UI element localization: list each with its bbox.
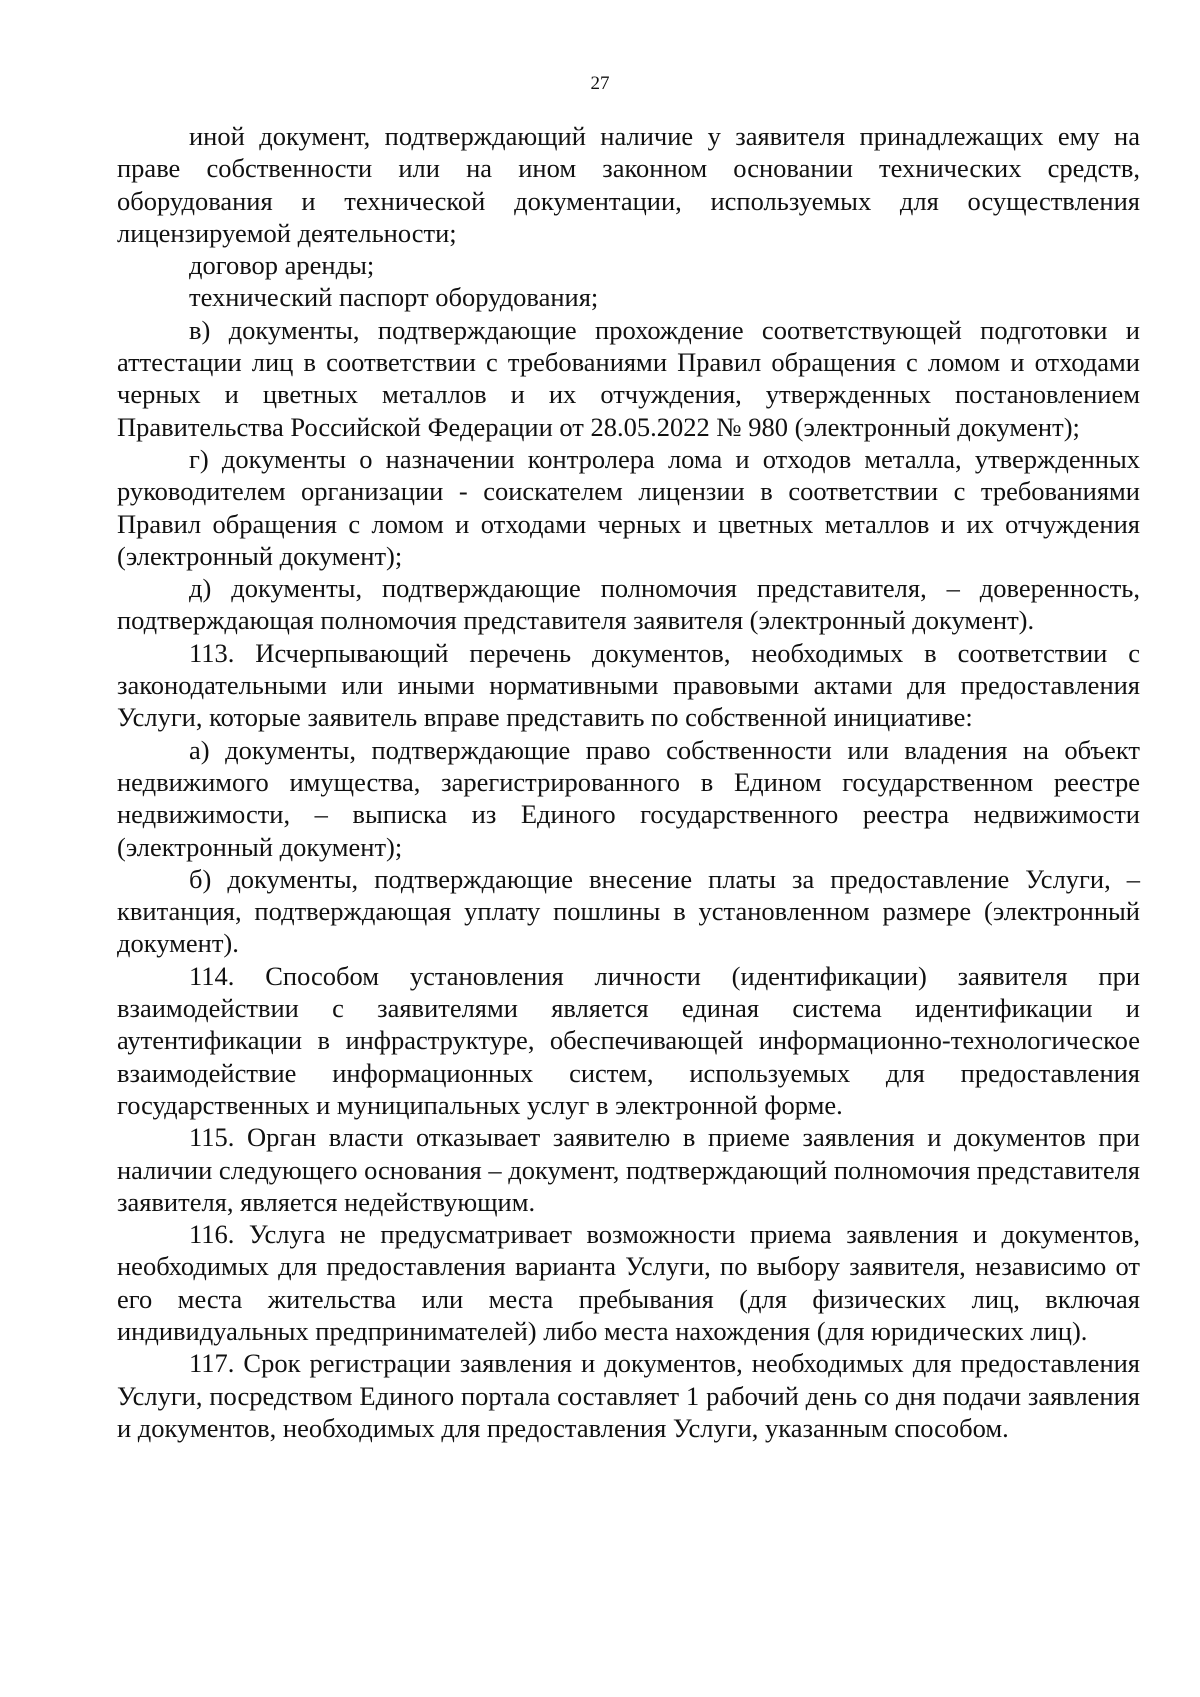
paragraph-116: 116. Услуга не предусматривает возможности приема заявления и документов, необходимых для предоставления варианта Услуги, по выбору заявителя, независимо от его места жительства или места пребывания (для физических лиц, включая индивидуальных предпринимателей) либо места нахождения (для юридических лиц).	[117, 1219, 1140, 1346]
paragraph-114: 114. Способом установления личности (идентификации) заявителя при взаимодействии с заявителями является единая система идентификации и аутентификации в инфраструктуре, обеспечивающей информационно-технологическое взаимодействие информационных систем, используемых для предоставления государственных и муниципальных услуг в электронной форме.	[117, 960, 1140, 1120]
page-number: 27	[590, 73, 610, 94]
paragraph-item-b: б) документы, подтверждающие внесение платы за предоставление Услуги, – квитанция, подтверждающая уплату пошлины в установленном размере (электронный документ).	[117, 863, 1140, 959]
paragraph-lease-agreement: договор аренды;	[189, 250, 375, 281]
paragraph-item-d: д) документы, подтверждающие полномочия представителя, – доверенность, подтверждающая полномочия представителя заявителя (электронный документ).	[117, 573, 1140, 636]
paragraph-item-a: а) документы, подтверждающие право собственности или владения на объект недвижимого имущества, зарегистрированного в Едином государственном реестре недвижимости, – выписка из Единого государственного реестра недвижимости (электронный документ);	[117, 734, 1140, 862]
paragraph-item-g: г) документы о назначении контролера лома и отходов металла, утвержденных руководителем организации - соискателем лицензии в соответствии с требованиями Правил обращения с ломом и отходами черных и цветных металлов и их отчуждения (электронный документ);	[117, 443, 1140, 571]
paragraph-115: 115. Орган власти отказывает заявителю в приеме заявления и документов при наличии следующего основания – документ, подтверждающий полномочия представителя заявителя, является недействующим.	[117, 1122, 1140, 1217]
paragraph-117: 117. Срок регистрации заявления и документов, необходимых для предоставления Услуги, посредством Единого портала составляет 1 рабочий день со дня подачи заявления и документов, необходимых для предоставления Услуги, указанным способом.	[117, 1348, 1140, 1443]
paragraph-item-v: в) документы, подтверждающие прохождение соответствующей подготовки и аттестации лиц в соответствии с требованиями Правил обращения с ломом и отходами черных и цветных металлов и их отчуждения, утвержденных постановлением Правительства Российской Федерации от 28.05.2022 № 980 (электронный документ);	[117, 314, 1140, 442]
paragraph-other-document: иной документ, подтверждающий наличие у заявителя принадлежащих ему на праве собственности или на ином законном основании технических средств, оборудования и технической документации, используемых для осуществления лицензируемой деятельности;	[117, 121, 1140, 248]
paragraph-equipment-passport: технический паспорт оборудования;	[189, 282, 599, 313]
document-body	[117, 120, 1140, 1444]
paragraph-113: 113. Исчерпывающий перечень документов, необходимых в соответствии с законодательными или иными нормативными правовыми актами для предоставления Услуги, которые заявитель вправе представить по собственной инициативе:	[117, 637, 1140, 733]
